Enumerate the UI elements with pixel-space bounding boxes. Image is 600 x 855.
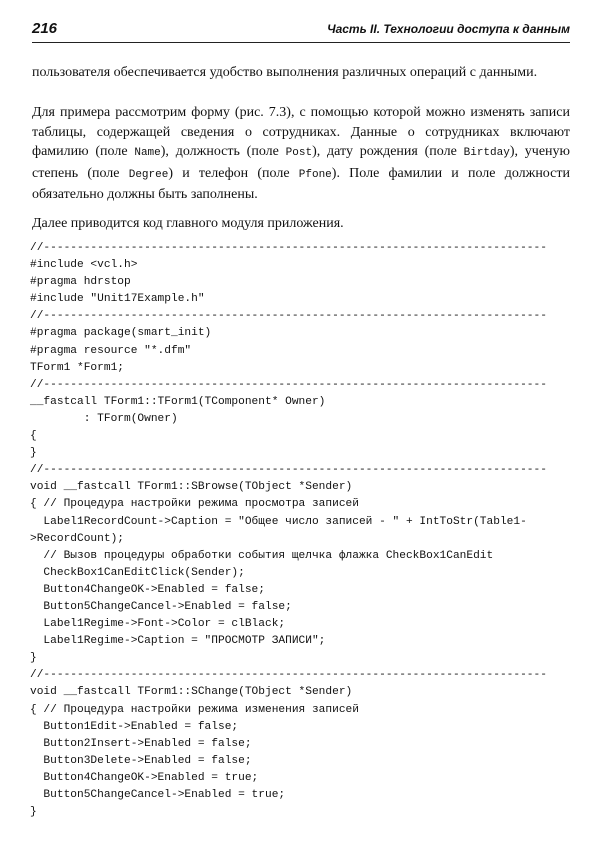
page-number: 216 [32,20,58,37]
field-degree: Degree [128,168,169,181]
code-line: #pragma resource "*.dfm" [30,344,192,357]
code-line: Button4ChangeOK->Enabled = true; [30,771,259,784]
text-run: ), ученую степень (поле [32,144,571,181]
code-line: { // Процедура настройки режима просмотра записей [30,498,359,511]
field-post: Post [285,147,313,159]
code-line: void __fastcall TForm1::SBrowse(TObject *Sender) [30,481,353,494]
paragraph-2 [32,103,570,205]
code-line: Button5ChangeCancel->Enabled = true; [30,789,286,801]
code-line: Label1Regime->Font->Color = clBlack; [30,618,286,631]
paragraph-3: Далее приводится код главного модуля приложения. [32,216,344,231]
code-line: } [30,447,37,460]
chapter-title: Часть II. Технологии доступа к данным [327,22,570,36]
code-line: void __fastcall TForm1::SChange(TObject *Sender) [30,686,353,699]
code-line: Label1Regime->Caption = "ПРОСМОТР ЗАПИСИ"; [30,635,326,648]
text-run: Для примера рассмотрим форму (рис. 7.3), с помощью которой можно изменять записи таблицы, содержащей сведения о сотрудниках. Данные о сотрудниках включают фамилию (поле [32,105,570,159]
field-birtday: Birtday [463,147,510,159]
code-line: #pragma package(smart_init) [30,327,212,340]
code-line: //--------------------------------------------------------------------------- [30,464,547,477]
code-line: #pragma hdrstop [30,276,131,289]
text-run: ) и телефон (поле [168,165,299,181]
running-header [32,16,570,43]
text-run: ). Поле фамилии и поле должности обязательно должны быть заполнены. [32,165,570,202]
code-line: __fastcall TForm1::TForm1(TComponent* Owner) [30,395,326,408]
code-line: //--------------------------------------------------------------------------- [30,378,547,391]
code-line: //--------------------------------------------------------------------------- [30,310,547,323]
code-line: // Вызов процедуры обработки события щелчка флажка CheckBox1CanEdit [30,549,494,562]
code-line: CheckBox1CanEditClick(Sender); [30,566,245,579]
code-line: Button3Delete->Enabled = false; [30,754,252,767]
code-listing [30,240,575,821]
code-line: { [30,430,37,443]
code-line: : TForm(Owner) [30,412,178,425]
code-line: #include "Unit17Example.h" [30,293,205,306]
code-line: Button5ChangeCancel->Enabled = false; [30,600,292,613]
field-pfone: Pfone [298,168,332,181]
code-line: Button1Edit->Enabled = false; [30,720,239,733]
code-line: { // Процедура настройки режима изменения записей [30,703,359,716]
code-line: Label1RecordCount->Caption = "Общее число записей - " + IntToStr(Table1- [30,515,527,528]
paragraph-1: пользователя обеспечивается удобство выполнения различных операций с данными. [32,65,538,80]
code-line: } [30,806,37,819]
field-name: Name [134,147,161,159]
text-run: ), должность (поле [160,144,286,159]
code-line: Button2Insert->Enabled = false; [30,737,252,750]
code-line: #include <vcl.h> [30,259,138,272]
text-run: ), дату рождения (поле [312,144,464,159]
code-line: >RecordCount); [30,532,124,545]
code-line: //--------------------------------------------------------------------------- [30,242,547,254]
code-line: } [30,652,37,665]
code-line: //--------------------------------------------------------------------------- [30,669,547,682]
code-line: Button4ChangeOK->Enabled = false; [30,583,265,596]
code-line: TForm1 *Form1; [30,361,124,374]
